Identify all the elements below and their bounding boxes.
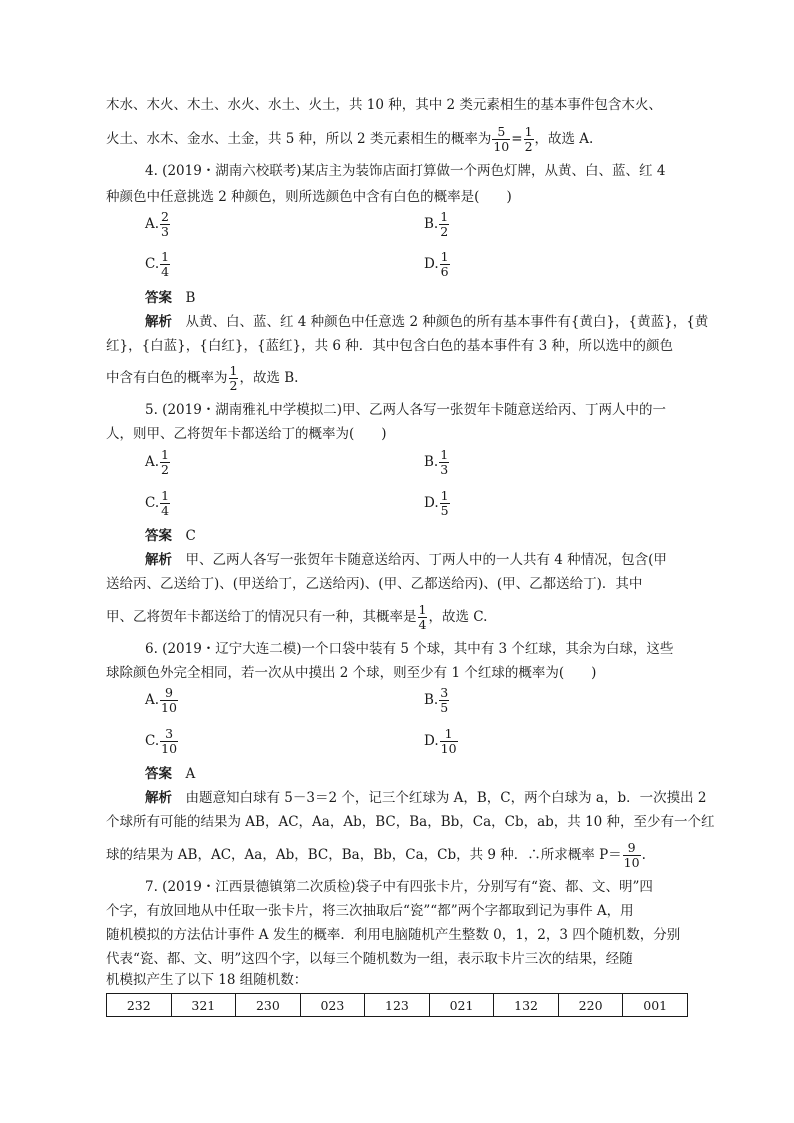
q4-option-a: A. $\frac{2}{3}$ <box>145 209 169 239</box>
q6-stem-line-2: 球除颜色外完全相同，若一次从中摸出 2 个球，则至少有 1 个红球的概率为( ) <box>106 665 597 681</box>
random-number-table <box>106 993 688 1017</box>
table-cell: 230 <box>236 994 301 1017</box>
fraction: $\frac{5}{10}$ <box>493 124 510 154</box>
q7-stem-line-1: 7. (2019・江西景德镇第二次质检)袋子中有四张卡片，分别写有“瓷、都、文、明”四 <box>145 879 653 895</box>
table-row <box>107 994 688 1017</box>
table-cell: 321 <box>171 994 236 1017</box>
q6-solution-line-2: 个球所有可能的结果为 AB，AC，Aa，Ab，BC，Ba，Bb，Ca，Cb，ab，共 10 种，至少有一个红 <box>106 814 715 830</box>
q6-answer: 答案 A <box>145 766 196 782</box>
q5-option-d: D. $\frac{1}{5}$ <box>424 488 449 518</box>
q5-option-b: B. $\frac{1}{3}$ <box>424 447 449 477</box>
q7-stem-line-2: 个字，有放回地从中任取一张卡片，将三次抽取后“瓷”“都”两个字都取到记为事件 A，用 <box>106 903 634 919</box>
q5-solution-line-3: 甲、乙将贺年卡都送给丁的情况只有一种，其概率是 $\frac{1}{4}$ ，故选 C. <box>106 602 488 632</box>
intro-line-1: 木水、木火、木土、水火、水土、火土，共 10 种，其中 2 类元素相生的基本事件包含木火、 <box>106 97 662 113</box>
table-cell: 023 <box>300 994 365 1017</box>
q4-option-c: C. $\frac{1}{4}$ <box>145 249 170 279</box>
table-cell: 021 <box>429 994 494 1017</box>
table-cell: 220 <box>558 994 623 1017</box>
q6-option-d: D. $\frac{1}{10}$ <box>424 726 457 756</box>
q4-stem-line-1: 4. (2019・湖南六校联考)某店主为装饰店面打算做一个两色灯牌，从黄、白、蓝、红 4 <box>145 163 666 179</box>
q4-solution-line-2: 红}，{白蓝}，{白红}，{蓝红}，共 6 种．其中包含白色的基本事件有 3 种，所以选中的颜色 <box>106 338 673 354</box>
q6-stem-line-1: 6. (2019・辽宁大连二模)一个口袋中装有 5 个球，其中有 3 个红球，其余为白球，这些 <box>145 641 674 657</box>
fraction: $\frac{1}{2}$ <box>524 124 533 154</box>
q7-stem-line-4: 代表“瓷、都、文、明”这四个字，以每三个随机数为一组，表示取卡片三次的结果，经随 <box>106 951 633 967</box>
q5-stem-line-1: 5. (2019・湖南雅礼中学模拟二)甲、乙两人各写一张贺年卡随意送给丙、丁两人中的一 <box>145 402 667 418</box>
q4-option-b: B. $\frac{1}{2}$ <box>424 209 449 239</box>
q5-option-a: A. $\frac{1}{2}$ <box>145 447 169 477</box>
q7-stem-line-5: 机模拟产生了以下 18 组随机数： <box>106 972 308 988</box>
q4-solution-line-1: 解析 从黄、白、蓝、红 4 种颜色中任意选 2 种颜色的所有基本事件有{黄白}，{黄蓝}，{黄 <box>145 314 709 330</box>
q5-solution-line-1: 解析 甲、乙两人各写一张贺年卡随意送给丙、丁两人中的一人共有 4 种情况，包含(甲 <box>145 552 667 568</box>
intro-text: 火土、水木、金水、土金，共 5 种，所以 2 类元素相生的概率为 <box>106 131 492 147</box>
q4-option-d: D. $\frac{1}{6}$ <box>424 249 449 279</box>
q6-option-a: A. $\frac{9}{10}$ <box>145 685 177 715</box>
q5-stem-line-2: 人，则甲、乙将贺年卡都送给丁的概率为( ) <box>106 426 387 442</box>
table-cell: 001 <box>623 994 688 1017</box>
q5-solution-line-2: 送给丙、乙送给丁)、(甲送给丁，乙送给丙)、(甲、乙都送给丙)、(甲、乙都送给丁)．其中 <box>106 576 643 592</box>
q6-solution-line-3: 球的结果为 AB，AC，Aa，Ab，BC，Ba，Bb，Ca，Cb，共 9 种．∴所求概率 P＝ $\frac{9}{10}$ . <box>106 840 646 870</box>
q4-solution-line-3: 中含有白色的概率为 $\frac{1}{2}$ ，故选 B. <box>106 363 299 393</box>
q7-stem-line-3: 随机模拟的方法估计事件 A 发生的概率．利用电脑随机产生整数 0，1，2，3 四个随机数，分别 <box>106 927 681 943</box>
intro-line-2: 火土、水木、金水、土金，共 5 种，所以 2 类元素相生的概率为 $\frac{5}{10}$ = $\frac{1}{2}$ ，故选 A. <box>106 124 594 154</box>
q6-solution-line-1: 解析 由题意知白球有 5－3＝2 个，记三个红球为 A，B，C，两个白球为 a，b．一次摸出 2 <box>145 790 707 806</box>
q6-option-c: C. $\frac{3}{10}$ <box>145 726 178 756</box>
q5-option-c: C. $\frac{1}{4}$ <box>145 488 170 518</box>
q5-answer: 答案 C <box>145 528 196 544</box>
q4-answer: 答案 B <box>145 290 196 306</box>
table-cell: 123 <box>365 994 430 1017</box>
table-cell: 232 <box>107 994 172 1017</box>
q6-option-b: B. $\frac{3}{5}$ <box>424 685 449 715</box>
table-cell: 132 <box>494 994 559 1017</box>
q4-stem-line-2: 种颜色中任意挑选 2 种颜色，则所选颜色中含有白色的概率是( ) <box>106 189 512 205</box>
